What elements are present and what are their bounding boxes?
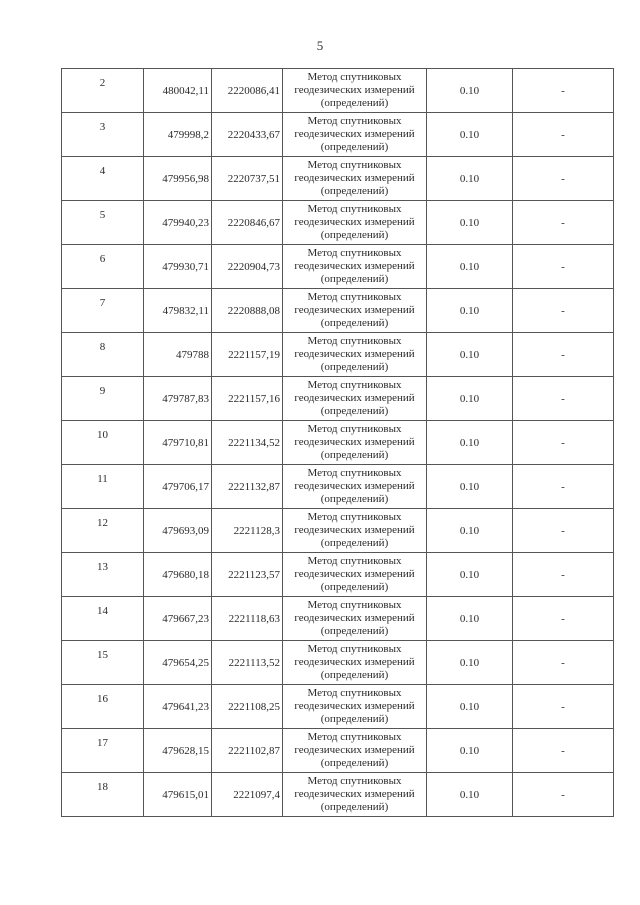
x-coordinate-cell: 479832,11: [144, 289, 212, 333]
table-row: [62, 509, 614, 553]
method-line: геодезических измерений: [294, 788, 415, 800]
method-line: геодезических измерений: [294, 172, 415, 184]
coordinates-table-body: [62, 69, 614, 817]
y-coordinate-cell: 2221157,16: [212, 377, 283, 421]
method-line: геодезических измерений: [294, 700, 415, 712]
table-row: [62, 553, 614, 597]
point-number-cell: 13: [62, 553, 144, 597]
point-number-cell: 5: [62, 201, 144, 245]
note-cell: -: [513, 157, 614, 201]
method-cell: [283, 421, 427, 465]
note-cell: -: [513, 685, 614, 729]
point-number-cell: 6: [62, 245, 144, 289]
method-line: Метод спутниковых: [307, 115, 402, 127]
method-line: (определений): [320, 625, 389, 637]
table-row: [62, 333, 614, 377]
method-cell: [283, 509, 427, 553]
y-coordinate-cell: 2221113,52: [212, 641, 283, 685]
method-line: Метод спутниковых: [307, 159, 402, 171]
accuracy-cell: 0.10: [427, 729, 513, 773]
x-coordinate-cell: 479680,18: [144, 553, 212, 597]
table-row: [62, 201, 614, 245]
method-line: (определений): [320, 273, 389, 285]
method-line: (определений): [320, 141, 389, 153]
method-line: (определений): [320, 361, 389, 373]
point-number-cell: 11: [62, 465, 144, 509]
coordinates-table: [61, 68, 614, 817]
method-cell: [283, 773, 427, 817]
method-line: (определений): [320, 493, 389, 505]
table-row: [62, 421, 614, 465]
method-line: Метод спутниковых: [307, 247, 402, 259]
method-line: Метод спутниковых: [307, 555, 402, 567]
note-cell: -: [513, 553, 614, 597]
method-line: геодезических измерений: [294, 744, 415, 756]
method-line: Метод спутниковых: [307, 511, 402, 523]
method-line: Метод спутниковых: [307, 71, 402, 83]
method-line: (определений): [320, 449, 389, 461]
point-number-cell: 3: [62, 113, 144, 157]
note-cell: -: [513, 201, 614, 245]
note-cell: -: [513, 773, 614, 817]
method-line: Метод спутниковых: [307, 379, 402, 391]
method-line: геодезических измерений: [294, 260, 415, 272]
method-line: геодезических измерений: [294, 392, 415, 404]
accuracy-cell: 0.10: [427, 69, 513, 113]
x-coordinate-cell: 479667,23: [144, 597, 212, 641]
y-coordinate-cell: 2221108,25: [212, 685, 283, 729]
method-cell: [283, 377, 427, 421]
x-coordinate-cell: 479998,2: [144, 113, 212, 157]
y-coordinate-cell: 2220086,41: [212, 69, 283, 113]
note-cell: -: [513, 641, 614, 685]
table-row: [62, 289, 614, 333]
method-cell: [283, 553, 427, 597]
table-row: [62, 465, 614, 509]
note-cell: -: [513, 113, 614, 157]
note-cell: -: [513, 421, 614, 465]
note-cell: -: [513, 69, 614, 113]
accuracy-cell: 0.10: [427, 641, 513, 685]
method-line: (определений): [320, 405, 389, 417]
table-row: [62, 729, 614, 773]
method-line: (определений): [320, 185, 389, 197]
point-number-cell: 12: [62, 509, 144, 553]
y-coordinate-cell: 2221128,3: [212, 509, 283, 553]
method-line: геодезических измерений: [294, 304, 415, 316]
accuracy-cell: 0.10: [427, 377, 513, 421]
method-cell: [283, 333, 427, 377]
note-cell: -: [513, 597, 614, 641]
method-cell: [283, 69, 427, 113]
y-coordinate-cell: 2221118,63: [212, 597, 283, 641]
y-coordinate-cell: 2220888,08: [212, 289, 283, 333]
page-number: 5: [316, 38, 324, 53]
point-number-cell: 9: [62, 377, 144, 421]
method-line: (определений): [320, 581, 389, 593]
point-number-cell: 10: [62, 421, 144, 465]
method-cell: [283, 465, 427, 509]
accuracy-cell: 0.10: [427, 113, 513, 157]
method-line: геодезических измерений: [294, 348, 415, 360]
x-coordinate-cell: 479710,81: [144, 421, 212, 465]
method-line: геодезических измерений: [294, 568, 415, 580]
method-line: (определений): [320, 537, 389, 549]
accuracy-cell: 0.10: [427, 157, 513, 201]
note-cell: -: [513, 465, 614, 509]
y-coordinate-cell: 2220737,51: [212, 157, 283, 201]
method-line: (определений): [320, 97, 389, 109]
table-row: [62, 641, 614, 685]
method-cell: [283, 729, 427, 773]
accuracy-cell: 0.10: [427, 421, 513, 465]
y-coordinate-cell: 2221157,19: [212, 333, 283, 377]
method-line: геодезических измерений: [294, 524, 415, 536]
x-coordinate-cell: 480042,11: [144, 69, 212, 113]
y-coordinate-cell: 2221134,52: [212, 421, 283, 465]
method-line: Метод спутниковых: [307, 203, 402, 215]
point-number-cell: 14: [62, 597, 144, 641]
method-cell: [283, 289, 427, 333]
method-line: геодезических измерений: [294, 656, 415, 668]
x-coordinate-cell: 479693,09: [144, 509, 212, 553]
method-line: (определений): [320, 317, 389, 329]
method-cell: [283, 641, 427, 685]
point-number-cell: 8: [62, 333, 144, 377]
method-line: геодезических измерений: [294, 436, 415, 448]
accuracy-cell: 0.10: [427, 597, 513, 641]
y-coordinate-cell: 2221123,57: [212, 553, 283, 597]
method-line: геодезических измерений: [294, 216, 415, 228]
accuracy-cell: 0.10: [427, 773, 513, 817]
note-cell: -: [513, 333, 614, 377]
table-row: [62, 685, 614, 729]
method-line: Метод спутниковых: [307, 291, 402, 303]
y-coordinate-cell: 2221132,87: [212, 465, 283, 509]
point-number-cell: 18: [62, 773, 144, 817]
table-row: [62, 157, 614, 201]
method-line: геодезических измерений: [294, 612, 415, 624]
accuracy-cell: 0.10: [427, 509, 513, 553]
method-cell: [283, 201, 427, 245]
method-cell: [283, 113, 427, 157]
table-row: [62, 245, 614, 289]
accuracy-cell: 0.10: [427, 201, 513, 245]
method-line: Метод спутниковых: [307, 335, 402, 347]
point-number-cell: 17: [62, 729, 144, 773]
method-line: Метод спутниковых: [307, 467, 402, 479]
method-line: Метод спутниковых: [307, 775, 402, 787]
table-row: [62, 597, 614, 641]
x-coordinate-cell: 479654,25: [144, 641, 212, 685]
x-coordinate-cell: 479615,01: [144, 773, 212, 817]
note-cell: -: [513, 377, 614, 421]
method-line: геодезических измерений: [294, 480, 415, 492]
x-coordinate-cell: 479787,83: [144, 377, 212, 421]
method-cell: [283, 245, 427, 289]
accuracy-cell: 0.10: [427, 553, 513, 597]
method-cell: [283, 597, 427, 641]
table-row: [62, 773, 614, 817]
method-line: геодезических измерений: [294, 84, 415, 96]
method-line: (определений): [320, 669, 389, 681]
point-number-cell: 4: [62, 157, 144, 201]
point-number-cell: 2: [62, 69, 144, 113]
x-coordinate-cell: 479628,15: [144, 729, 212, 773]
y-coordinate-cell: 2221102,87: [212, 729, 283, 773]
y-coordinate-cell: 2220433,67: [212, 113, 283, 157]
table-row: [62, 69, 614, 113]
method-line: (определений): [320, 229, 389, 241]
point-number-cell: 16: [62, 685, 144, 729]
note-cell: -: [513, 289, 614, 333]
method-line: Метод спутниковых: [307, 423, 402, 435]
x-coordinate-cell: 479788: [144, 333, 212, 377]
y-coordinate-cell: 2220846,67: [212, 201, 283, 245]
method-line: Метод спутниковых: [307, 599, 402, 611]
method-line: геодезических измерений: [294, 128, 415, 140]
method-cell: [283, 157, 427, 201]
x-coordinate-cell: 479956,98: [144, 157, 212, 201]
method-line: (определений): [320, 801, 389, 813]
method-cell: [283, 685, 427, 729]
table-row: [62, 377, 614, 421]
point-number-cell: 15: [62, 641, 144, 685]
method-line: Метод спутниковых: [307, 643, 402, 655]
method-line: (определений): [320, 713, 389, 725]
method-line: Метод спутниковых: [307, 731, 402, 743]
accuracy-cell: 0.10: [427, 289, 513, 333]
accuracy-cell: 0.10: [427, 685, 513, 729]
accuracy-cell: 0.10: [427, 245, 513, 289]
x-coordinate-cell: 479706,17: [144, 465, 212, 509]
x-coordinate-cell: 479930,71: [144, 245, 212, 289]
x-coordinate-cell: 479940,23: [144, 201, 212, 245]
note-cell: -: [513, 509, 614, 553]
x-coordinate-cell: 479641,23: [144, 685, 212, 729]
point-number-cell: 7: [62, 289, 144, 333]
method-line: Метод спутниковых: [307, 687, 402, 699]
method-line: (определений): [320, 757, 389, 769]
accuracy-cell: 0.10: [427, 333, 513, 377]
note-cell: -: [513, 245, 614, 289]
y-coordinate-cell: 2221097,4: [212, 773, 283, 817]
table-row: [62, 113, 614, 157]
y-coordinate-cell: 2220904,73: [212, 245, 283, 289]
accuracy-cell: 0.10: [427, 465, 513, 509]
note-cell: -: [513, 729, 614, 773]
